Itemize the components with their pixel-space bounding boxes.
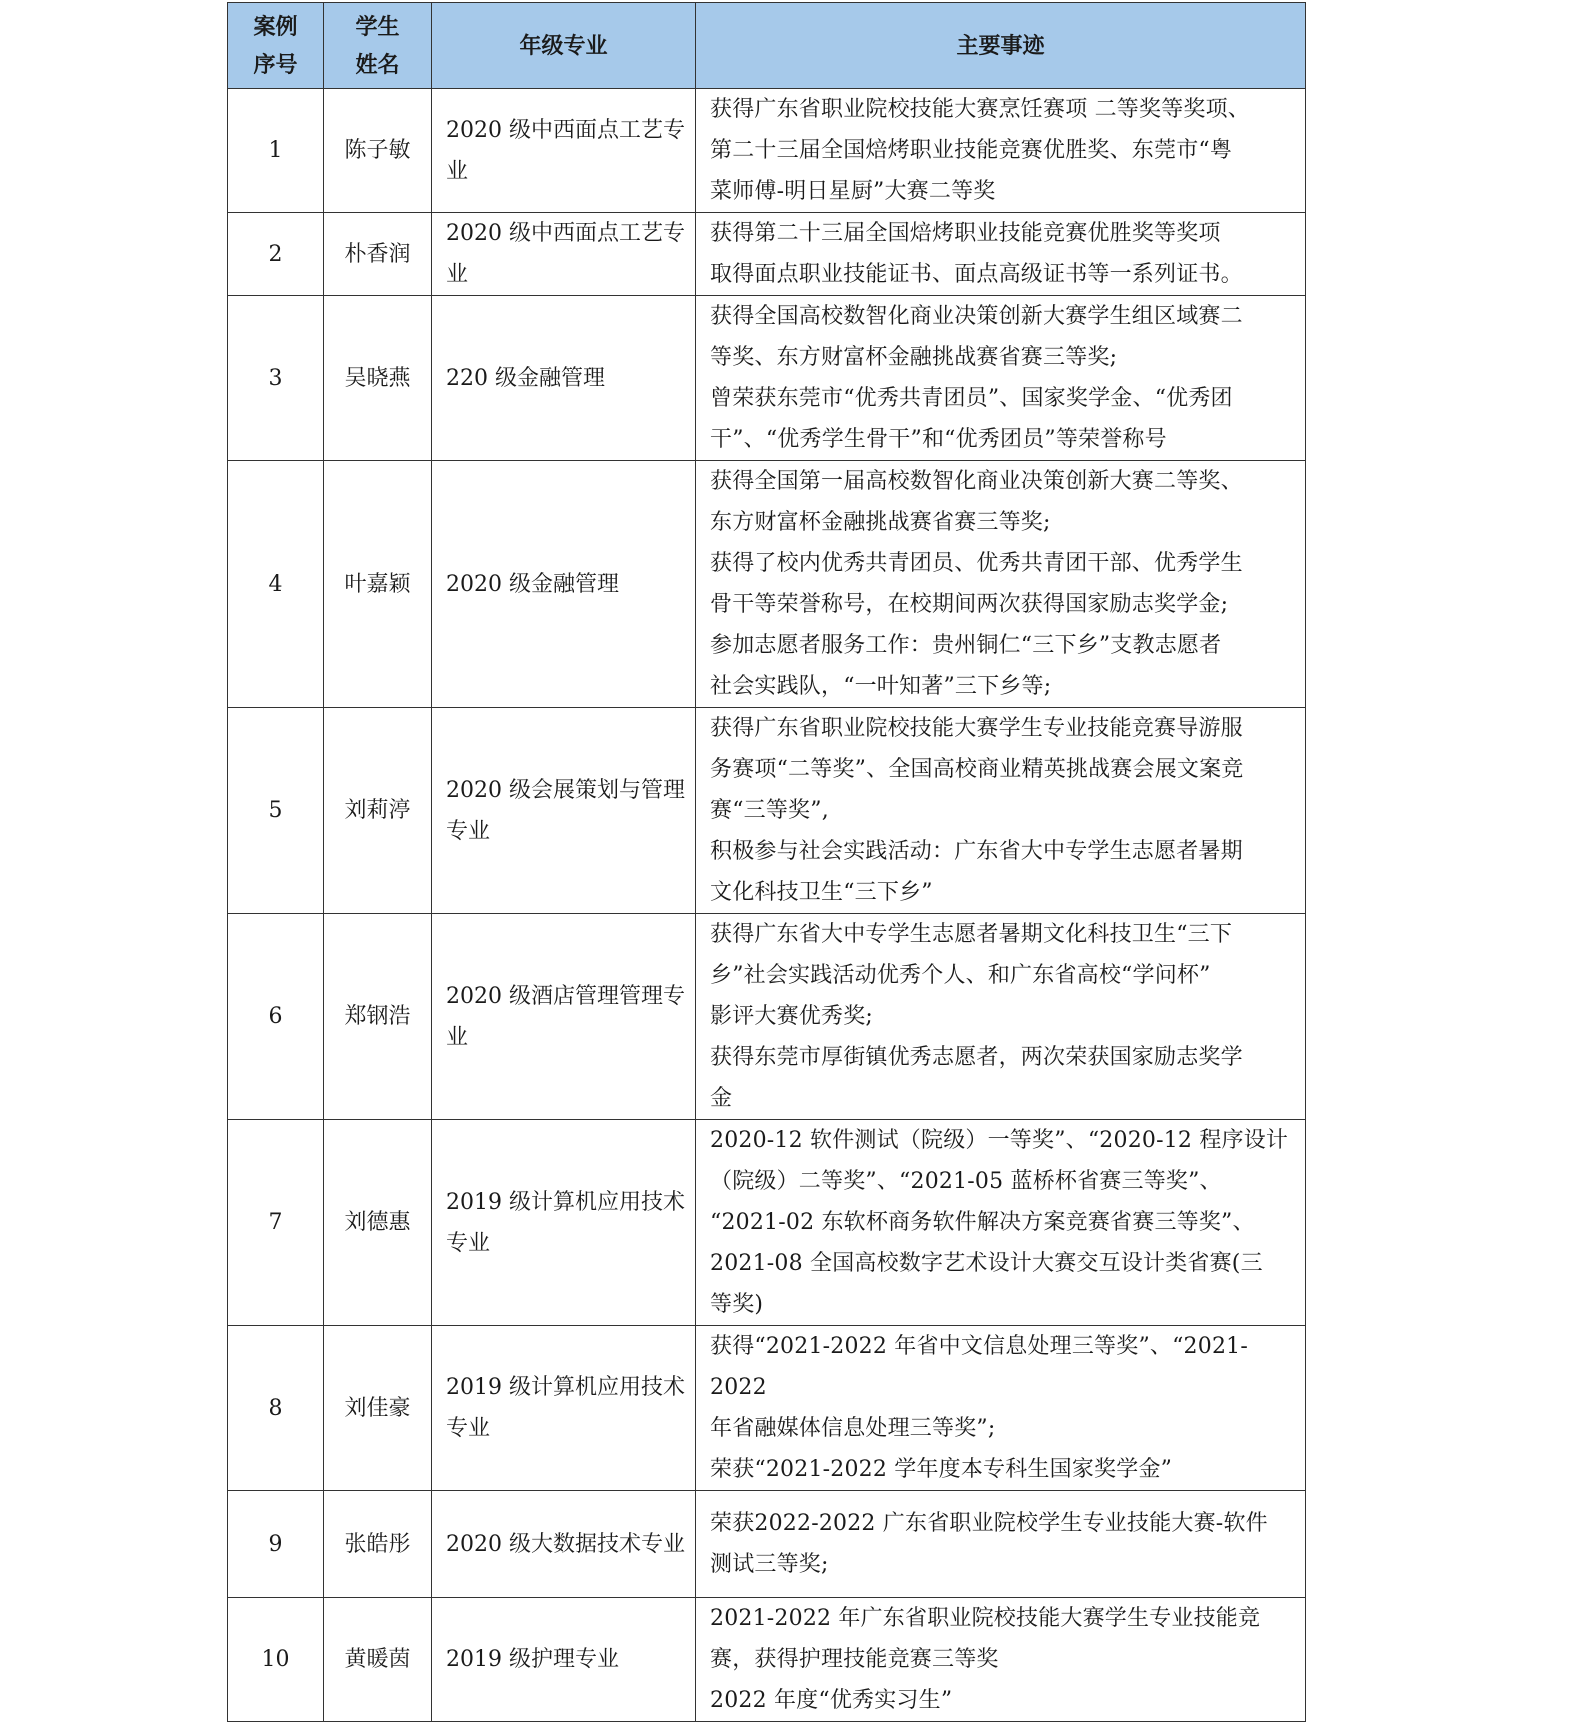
table-row	[228, 914, 1306, 1120]
deed-line: 获得东莞市厚街镇优秀志愿者，两次荣获国家励志奖学	[710, 1045, 1243, 1070]
case-number-cell: 2	[228, 213, 324, 296]
main-deeds-cell	[696, 1120, 1306, 1326]
header-student-name-line1: 学生	[355, 13, 400, 40]
deed-line: 获得了校内优秀共青团员、优秀共青团干部、优秀学生	[710, 551, 1243, 576]
student-name-cell: 郑钢浩	[324, 914, 432, 1120]
main-deeds-cell	[696, 296, 1306, 461]
deed-line: 务赛项“二等奖”、全国高校商业精英挑战赛会展文案竞	[710, 757, 1244, 782]
table-row	[228, 1326, 1306, 1491]
table-row	[228, 708, 1306, 914]
table-row	[228, 213, 1306, 296]
table-row	[228, 1598, 1306, 1722]
deed-line: 曾荣获东莞市“优秀共青团员”、国家奖学金、“优秀团	[710, 386, 1233, 411]
deed-line: 测试三等奖;	[710, 1552, 829, 1577]
student-name-cell: 刘佳豪	[324, 1326, 432, 1491]
case-number-cell: 10	[228, 1598, 324, 1722]
table-body	[228, 89, 1306, 1722]
table-header	[228, 3, 1306, 89]
table-row	[228, 1120, 1306, 1326]
deed-line: 荣获“2021-2022 学年度本专科生国家奖学金”	[710, 1457, 1173, 1482]
main-deeds-cell	[696, 914, 1306, 1120]
header-case-number-line1: 案例	[253, 13, 298, 40]
header-student-name	[324, 3, 432, 89]
case-number-cell: 5	[228, 708, 324, 914]
deed-line: 文化科技卫生“三下乡”	[710, 880, 933, 905]
deed-line: 赛，获得护理技能竞赛三等奖	[710, 1647, 999, 1672]
deed-line: 东方财富杯金融挑战赛省赛三等奖;	[710, 510, 1051, 535]
deed-line: 影评大赛优秀奖;	[710, 1004, 874, 1029]
grade-major-cell: 220 级金融管理	[432, 296, 696, 461]
case-number-cell: 1	[228, 89, 324, 213]
deed-line: 干”、“优秀学生骨干”和“优秀团员”等荣誉称号	[710, 427, 1167, 452]
deed-line: 乡”社会实践活动优秀个人、和广东省高校“学问杯”	[710, 963, 1211, 988]
deed-line: 获得第二十三届全国焙烤职业技能竞赛优胜奖等奖项	[710, 221, 1221, 246]
deed-line: 获得广东省职业院校技能大赛烹饪赛项 二等奖等奖项、	[710, 97, 1250, 122]
awards-table	[227, 2, 1306, 1722]
main-deeds-cell	[696, 89, 1306, 213]
deed-line: 金	[710, 1086, 733, 1111]
table-row	[228, 461, 1306, 708]
deed-line: 年省融媒体信息处理三等奖”;	[710, 1416, 996, 1441]
deed-line: 2020-12 软件测试（院级）一等奖”、“2020-12 程序设计	[710, 1128, 1289, 1153]
deed-line: 参加志愿者服务工作：贵州铜仁“三下乡”支教志愿者	[710, 633, 1222, 658]
grade-major-cell: 2019 级计算机应用技术专业	[432, 1326, 696, 1491]
main-deeds-cell	[696, 1598, 1306, 1722]
header-main-deeds: 主要事迹	[696, 3, 1306, 89]
grade-major-cell: 2020 级会展策划与管理专业	[432, 708, 696, 914]
main-deeds-cell	[696, 1491, 1306, 1598]
case-number-cell: 4	[228, 461, 324, 708]
student-name-cell: 吴晓燕	[324, 296, 432, 461]
deed-line: “2021-02 东软杯商务软件解决方案竞赛省赛三等奖”、	[710, 1210, 1255, 1235]
deed-line: 获得“2021-2022 年省中文信息处理三等奖”、“2021-2022	[710, 1334, 1248, 1400]
student-name-cell: 陈子敏	[324, 89, 432, 213]
deed-line: 获得全国第一届高校数智化商业决策创新大赛二等奖、	[710, 469, 1243, 494]
student-name-cell: 朴香润	[324, 213, 432, 296]
header-student-name-line2: 姓名	[355, 51, 400, 78]
deed-line: 骨干等荣誉称号，在校期间两次获得国家励志奖学金;	[710, 592, 1229, 617]
deed-line: 积极参与社会实践活动：广东省大中专学生志愿者暑期	[710, 839, 1243, 864]
deed-line: 第二十三届全国焙烤职业技能竞赛优胜奖、东莞市“粤	[710, 138, 1233, 163]
deed-line: 取得面点职业技能证书、面点高级证书等一系列证书。	[710, 262, 1243, 287]
main-deeds-cell	[696, 461, 1306, 708]
deed-line: 等奖)	[710, 1292, 764, 1317]
case-number-cell: 6	[228, 914, 324, 1120]
deed-line: 获得全国高校数智化商业决策创新大赛学生组区域赛二	[710, 304, 1243, 329]
case-number-cell: 3	[228, 296, 324, 461]
table-row	[228, 1491, 1306, 1598]
grade-major-cell: 2019 级计算机应用技术专业	[432, 1120, 696, 1326]
grade-major-cell: 2019 级护理专业	[432, 1598, 696, 1722]
main-deeds-cell	[696, 1326, 1306, 1491]
deed-line: 2022 年度“优秀实习生”	[710, 1688, 953, 1713]
header-row	[228, 3, 1306, 89]
header-grade-major: 年级专业	[432, 3, 696, 89]
grade-major-cell: 2020 级中西面点工艺专业	[432, 89, 696, 213]
main-deeds-cell	[696, 708, 1306, 914]
main-deeds-cell	[696, 213, 1306, 296]
deed-line: 社会实践队，“一叶知著”三下乡等;	[710, 674, 1052, 699]
grade-major-cell: 2020 级酒店管理管理专业	[432, 914, 696, 1120]
deed-line: 获得广东省职业院校技能大赛学生专业技能竞赛导游服	[710, 716, 1243, 741]
deed-line: 2021-2022 年广东省职业院校技能大赛学生专业技能竞	[710, 1606, 1261, 1631]
deed-line: 2021-08 全国高校数字艺术设计大赛交互设计类省赛(三	[710, 1251, 1263, 1276]
case-number-cell: 8	[228, 1326, 324, 1491]
deed-line: 荣获2022-2022 广东省职业院校学生专业技能大赛-软件	[710, 1511, 1268, 1536]
deed-line: （院级）二等奖”、“2021-05 蓝桥杯省赛三等奖”、	[710, 1169, 1222, 1194]
student-name-cell: 刘德惠	[324, 1120, 432, 1326]
student-name-cell: 叶嘉颖	[324, 461, 432, 708]
header-case-number	[228, 3, 324, 89]
student-name-cell: 刘莉渟	[324, 708, 432, 914]
table-row	[228, 89, 1306, 213]
deed-line: 菜师傅-明日星厨”大赛二等奖	[710, 179, 996, 204]
student-name-cell: 黄暖茵	[324, 1598, 432, 1722]
grade-major-cell: 2020 级金融管理	[432, 461, 696, 708]
deed-line: 赛“三等奖”,	[710, 798, 829, 823]
table-row	[228, 296, 1306, 461]
student-name-cell: 张皓彤	[324, 1491, 432, 1598]
deed-line: 等奖、东方财富杯金融挑战赛省赛三等奖;	[710, 345, 1118, 370]
grade-major-cell: 2020 级大数据技术专业	[432, 1491, 696, 1598]
grade-major-cell: 2020 级中西面点工艺专业	[432, 213, 696, 296]
deed-line: 获得广东省大中专学生志愿者暑期文化科技卫生“三下	[710, 922, 1233, 947]
header-case-number-line2: 序号	[253, 51, 298, 78]
case-number-cell: 7	[228, 1120, 324, 1326]
case-number-cell: 9	[228, 1491, 324, 1598]
